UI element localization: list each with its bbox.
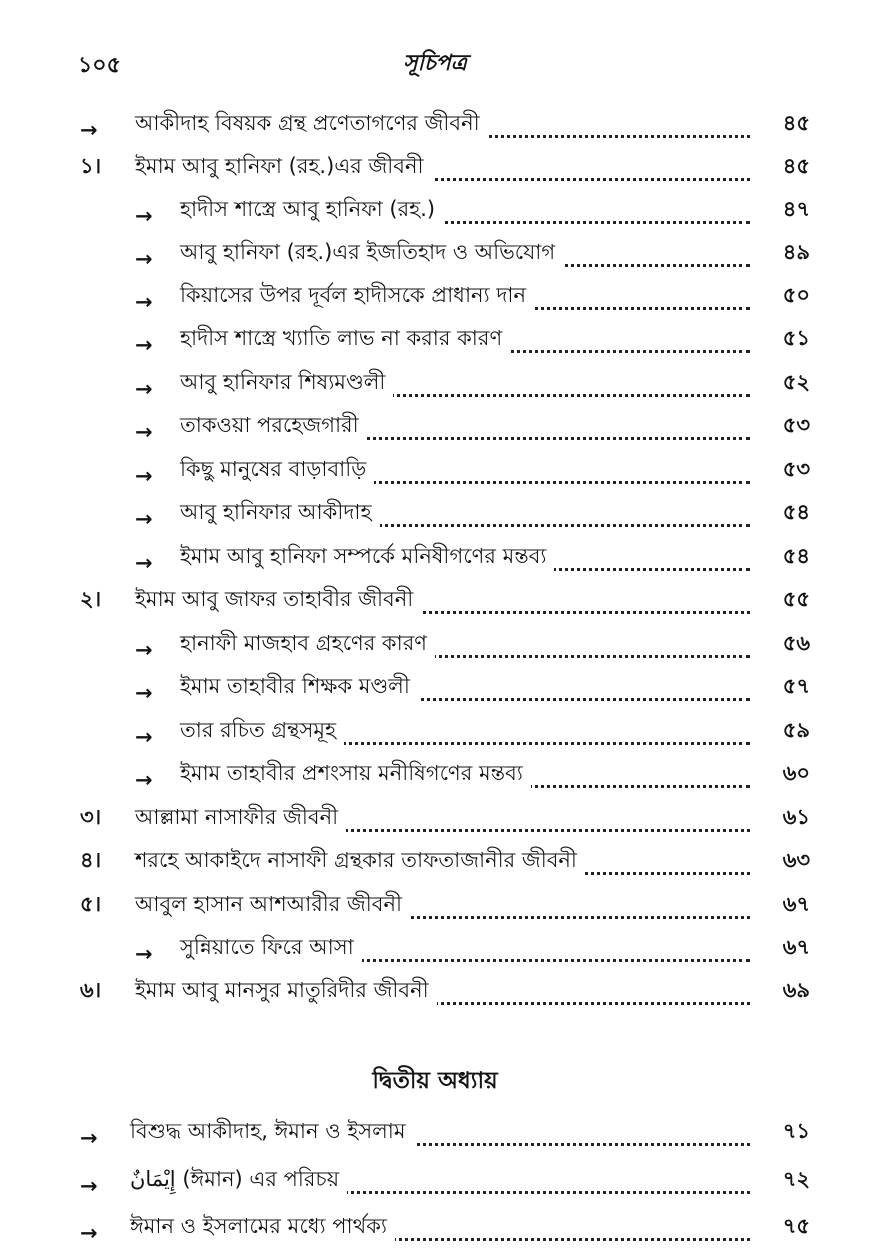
toc-entry [0,282,870,318]
entry-title: ইমাম আবু হানিফা (রহ.)এর জীবনী [135,150,432,185]
entry-title: হাদীস শাস্ত্রে খ্যাতি লাভ না করার কারণ [180,322,510,357]
toc-entry [0,499,870,535]
arrow-icon: → [135,377,153,401]
entry-title: সুন্নিয়াতে ফিরে আসা [180,931,362,966]
arrow-icon: → [135,768,153,792]
entry-page: ৫৯ [782,718,810,742]
toc-entry [0,934,870,970]
arrow-icon: → [135,420,153,444]
toc-entry [0,891,870,927]
arrow-icon: → [135,942,153,966]
arrow-icon: → [80,1174,98,1198]
page-number: ১০৫ [78,53,121,78]
entry-title: ইমাম তাহাবীর প্রশংসায় মনীষিগণের মন্তব্য [180,757,531,792]
entry-page: ৬১ [782,805,810,829]
entry-title: আবু হানিফা (রহ.)এর ইজতিহাদ ও অভিযোগ [180,236,563,271]
running-title: সূচিপত্র [403,51,467,76]
entry-title: বিশুদ্ধ আকীদাহ, ঈমান ও ইসলাম [130,1115,414,1150]
toc-entry [0,717,870,753]
entry-page: ৬৭ [782,935,810,959]
entry-page: ৪৯ [782,240,810,264]
toc-entry [0,110,870,146]
entry-page: ৭২ [782,1167,810,1191]
toc-entry [0,760,870,796]
arrow-icon: → [80,1221,98,1245]
entry-number: ৩। [80,805,102,829]
arrow-icon: → [80,1126,98,1150]
entry-page: ৫২ [782,370,810,394]
entry-number: ১। [80,154,102,178]
toc-entry [0,977,870,1013]
toc-entry [0,325,870,361]
toc-entry [0,630,870,666]
entry-title: আবুল হাসান আশআরীর জীবনী [135,888,410,923]
entry-title: তার রচিত গ্রন্থসমূহ [180,714,344,749]
entry-page: ৬০ [782,761,810,785]
arrow-icon: → [135,247,153,271]
toc-entry [0,543,870,579]
chapter-heading: দ্বিতীয় অধ্যায় [372,1068,498,1094]
entry-title: ঈমান ও ইসলামের মধ্যে পার্থক্য [130,1210,395,1245]
entry-number: ৫। [80,892,102,916]
toc-entry [0,586,870,622]
entry-title: আবু হানিফার আকীদাহ [180,496,380,531]
entry-page: ৭৫ [782,1214,810,1238]
entry-page: ৪৫ [782,154,810,178]
entry-title: ইমাম আবু হানিফা সম্পর্কে মনিষীগণের মন্তব্য [180,540,554,575]
entry-page: ৫৪ [782,500,810,524]
entry-title: আল্লামা নাসাফীর জীবনী [135,801,346,836]
toc-entry [0,847,870,883]
arrow-icon: → [135,290,153,314]
toc-entry [0,1118,870,1154]
entry-page: ৪৭ [782,197,810,221]
entry-title: আকীদাহ বিষয়ক গ্রন্থ প্রণেতাগণের জীবনী [135,107,488,142]
toc-entry [0,239,870,275]
toc-entry [0,1166,870,1202]
entry-title: আবু হানিফার শিষ্যমণ্ডলী [180,366,393,401]
arrow-icon: → [135,551,153,575]
entry-title: কিয়াসের উপর দূর্বল হাদীসকে প্রাধান্য দান [180,279,534,314]
entry-title: হাদীস শাস্ত্রে আবু হানিফা (রহ.) [180,193,443,228]
entry-page: ৫০ [782,283,810,307]
entry-title: ইমাম আবু জাফর তাহাবীর জীবনী [135,583,421,618]
entry-title: শরহে আকাইদে নাসাফী গ্রন্থকার তাফতাজানীর জীবনী [135,844,585,879]
arrow-icon: → [135,725,153,749]
toc-entry [0,456,870,492]
toc-entry [0,1213,870,1249]
entry-number: ৬। [80,978,102,1002]
entry-page: ৫৪ [782,544,810,568]
arrow-icon: → [135,204,153,228]
toc-entry [0,804,870,840]
entry-page: ৬৭ [782,892,810,916]
toc-entry [0,673,870,709]
arrow-icon: → [135,638,153,662]
entry-page: ৫৩ [782,413,810,437]
entry-page: ৬৩ [782,848,810,872]
arrow-icon: → [135,464,153,488]
toc-entry [0,196,870,232]
arrow-icon: → [135,333,153,357]
toc-entry [0,412,870,448]
entry-number: ৪। [80,848,102,872]
entry-page: ৫৭ [782,674,810,698]
entry-page: ৬৯ [782,978,810,1002]
entry-page: ৭১ [782,1119,810,1143]
entry-number: ২। [80,587,102,611]
entry-title: إِيْمَانٌ (ঈমান) এর পরিচয় [130,1163,347,1198]
toc-entry [0,153,870,189]
entry-title: ইমাম তাহাবীর শিক্ষক মণ্ডলী [180,670,418,705]
arrow-icon: → [135,507,153,531]
entry-title: তাকওয়া পরহেজগারী [180,409,367,444]
entry-page: ৫৫ [782,587,810,611]
entry-page: ৪৫ [782,111,810,135]
entry-page: ৫৬ [782,631,810,655]
entry-title: কিছু মানুষের বাড়াবাড়ি [180,453,374,488]
entry-page: ৫১ [782,326,810,350]
entry-page: ৫৩ [782,457,810,481]
toc-entry [0,369,870,405]
arrow-icon: → [135,681,153,705]
entry-title: ইমাম আবু মানসুর মাতুরিদীর জীবনী [135,974,437,1009]
arrow-icon: → [80,118,98,142]
entry-title: হানাফী মাজহাব গ্রহণের কারণ [180,627,435,662]
